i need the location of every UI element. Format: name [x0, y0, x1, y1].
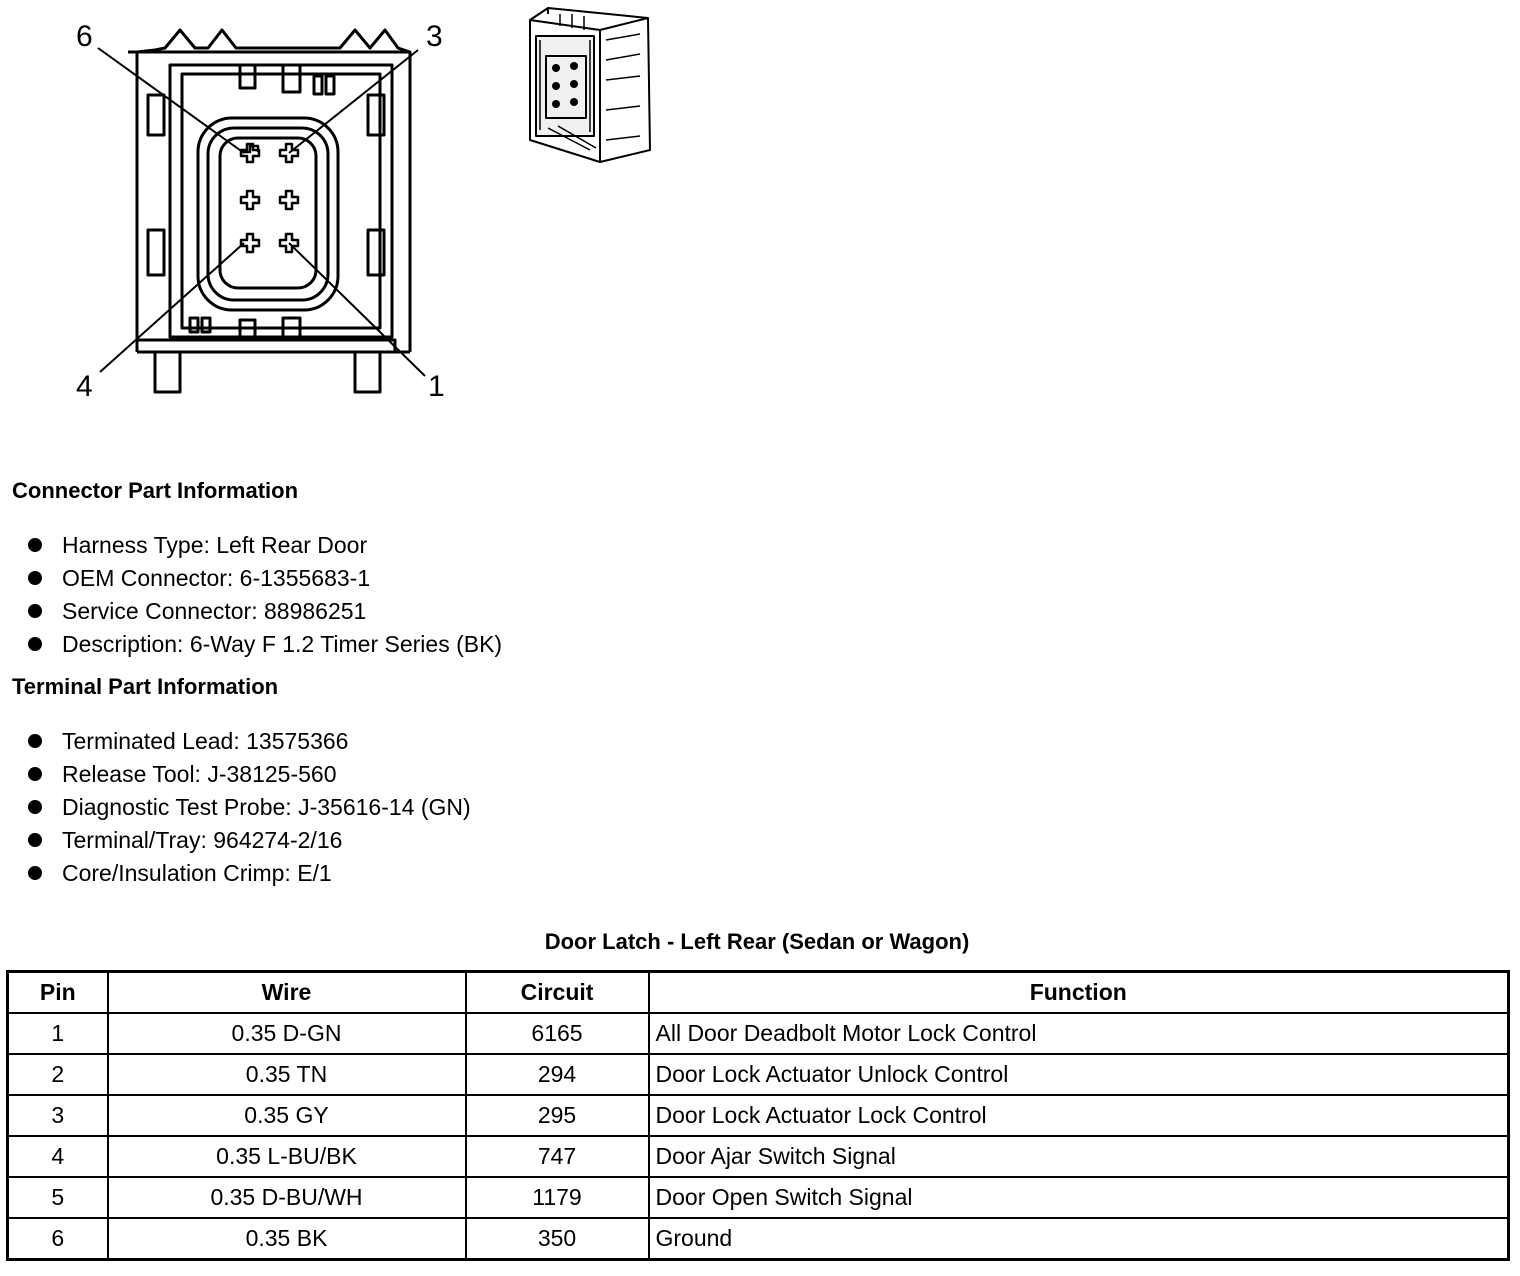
cell-circuit: 295 — [466, 1095, 649, 1136]
bullet-icon — [28, 866, 42, 880]
cell-circuit: 1179 — [466, 1177, 649, 1218]
connector-face-diagram — [60, 18, 460, 403]
column-header-circuit: Circuit — [466, 972, 649, 1014]
bullet-icon — [28, 734, 42, 748]
cell-wire: 0.35 BK — [108, 1218, 466, 1260]
cell-pin: 6 — [8, 1218, 108, 1260]
cell-pin: 1 — [8, 1013, 108, 1054]
cell-wire: 0.35 GY — [108, 1095, 466, 1136]
list-item: Core/Insulation Crimp: E/1 — [28, 858, 471, 891]
pin-callout-3: 3 — [426, 20, 443, 53]
cell-wire: 0.35 D-GN — [108, 1013, 466, 1054]
pin-callout-4: 4 — [76, 370, 93, 403]
cell-function: All Door Deadbolt Motor Lock Control — [649, 1013, 1509, 1054]
cell-circuit: 6165 — [466, 1013, 649, 1054]
connector-info-heading: Connector Part Information — [12, 478, 299, 503]
cell-function: Door Open Switch Signal — [649, 1177, 1509, 1218]
list-item: Terminal/Tray: 964274-2/16 — [28, 825, 471, 858]
pin-callout-6: 6 — [76, 20, 93, 53]
cell-circuit: 294 — [466, 1054, 649, 1095]
cell-pin: 5 — [8, 1177, 108, 1218]
table-header-row — [8, 972, 1509, 1014]
cell-pin: 4 — [8, 1136, 108, 1177]
bullet-icon — [28, 767, 42, 781]
connector-isometric-view — [522, 2, 662, 177]
cell-pin: 2 — [8, 1054, 108, 1095]
table-row — [8, 1218, 1509, 1260]
column-header-wire: Wire — [108, 972, 466, 1014]
terminal-info-heading: Terminal Part Information — [12, 674, 279, 699]
bullet-icon — [28, 833, 42, 847]
connector-info-list — [28, 530, 502, 662]
pinout-table — [6, 970, 1510, 1261]
terminal-info-list — [28, 726, 471, 891]
list-item: Description: 6-Way F 1.2 Timer Series (BK) — [28, 629, 502, 662]
cell-function: Door Lock Actuator Lock Control — [649, 1095, 1509, 1136]
table-title: Door Latch - Left Rear (Sedan or Wagon) — [544, 929, 970, 954]
cell-circuit: 350 — [466, 1218, 649, 1260]
list-item: OEM Connector: 6-1355683-1 — [28, 563, 502, 596]
table-row — [8, 1177, 1509, 1218]
bullet-icon — [28, 538, 42, 552]
cell-function: Door Lock Actuator Unlock Control — [649, 1054, 1509, 1095]
bullet-icon — [28, 800, 42, 814]
table-row — [8, 1095, 1509, 1136]
cell-circuit: 747 — [466, 1136, 649, 1177]
list-item: Terminated Lead: 13575366 — [28, 726, 471, 759]
list-item: Service Connector: 88986251 — [28, 596, 502, 629]
cell-function: Ground — [649, 1218, 1509, 1260]
pin-callout-1: 1 — [428, 370, 445, 403]
cell-function: Door Ajar Switch Signal — [649, 1136, 1509, 1177]
bullet-icon — [28, 637, 42, 651]
bullet-icon — [28, 604, 42, 618]
table-row — [8, 1136, 1509, 1177]
cell-pin: 3 — [8, 1095, 108, 1136]
cell-wire: 0.35 L-BU/BK — [108, 1136, 466, 1177]
table-row — [8, 1054, 1509, 1095]
column-header-function: Function — [649, 972, 1509, 1014]
list-item: Release Tool: J-38125-560 — [28, 759, 471, 792]
cell-wire: 0.35 TN — [108, 1054, 466, 1095]
bullet-icon — [28, 571, 42, 585]
list-item: Harness Type: Left Rear Door — [28, 530, 502, 563]
table-row — [8, 1013, 1509, 1054]
column-header-pin: Pin — [8, 972, 108, 1014]
list-item: Diagnostic Test Probe: J-35616-14 (GN) — [28, 792, 471, 825]
cell-wire: 0.35 D-BU/WH — [108, 1177, 466, 1218]
